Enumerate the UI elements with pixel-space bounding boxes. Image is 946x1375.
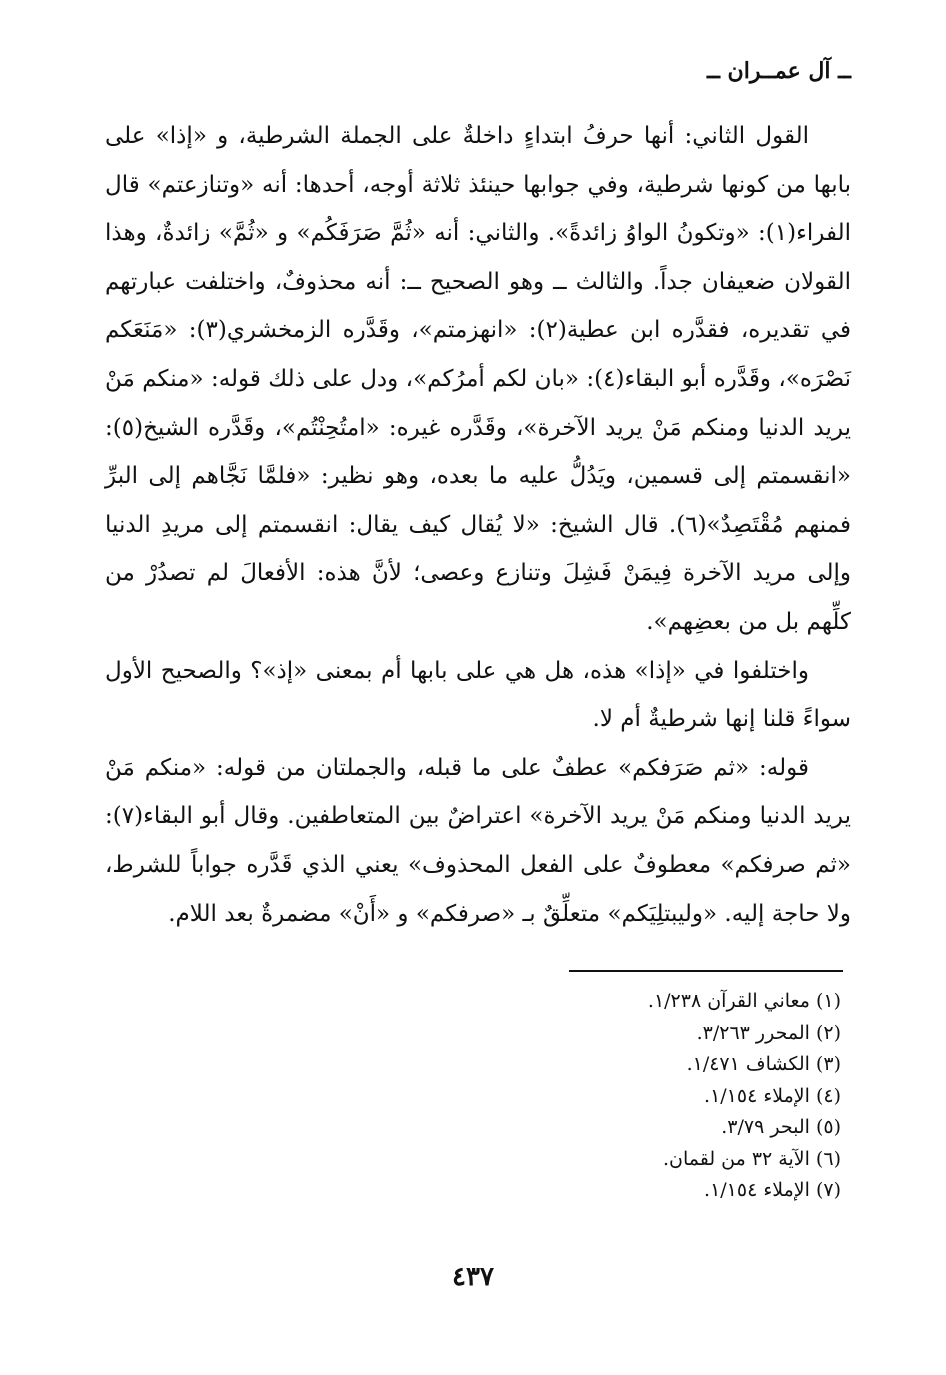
footnote-item: (٥) البحر ٣/٧٩. xyxy=(721,1116,841,1138)
running-title: ــ آل عمــران ــ xyxy=(707,58,851,84)
footnote-item: (١) معاني القرآن ١/٢٣٨. xyxy=(647,990,841,1012)
footnote-item: (٣) الكشاف ١/٤٧١. xyxy=(686,1053,841,1075)
paragraph: قوله: «ثم صَرَفكم» عطفٌ على ما قبله، والجملتان من قوله: «منكم مَنْ يريد الدنيا ومنكم مَنْ يريد الآخرة» اعتراضٌ بين المتعاطفين. وقال أبو البقاء(٧): «ثم صرفكم» معطوفٌ على الفعل المحذوف» يعني الذي قَدَّره جواباً للشرط، ولا حاجة إليه. «وليبتلِيَكم» متعلِّقٌ بـ «صرفكم» و «أَنْ» مضمرةٌ بعد اللام. xyxy=(105,754,851,927)
page-number: ٤٣٧ xyxy=(452,1262,494,1292)
paragraph: القول الثاني: أنها حرفُ ابتداءٍ داخلةٌ على الجملة الشرطية، و «إذا» على بابها من كونها شرطية، وفي جوابها حينئذ ثلاثة أوجه، أحدها: أنه «وتنازعتم» قال الفراء(١): «وتكونُ الواوُ زائدةً». والثاني: أنه «ثُمَّ صَرَفَكُم» و «ثُمَّ» زائدةٌ، وهذا القولان ضعيفان جداً. والثالث ــ وهو الصحيح ــ: أنه محذوفٌ، واختلفت عبارتهم في تقديره، فقدَّره ابن عطية(٢): «انهزمتم»، وقَدَّره الزمخشري(٣): «مَنَعَكم نَصْرَه»، وقَدَّره أبو البقاء(٤): «بان لكم أمرُكم»، ودل على ذلك قوله: «منكم مَنْ يريد الدنيا ومنكم مَنْ يريد الآخرة»، وقَدَّره غيره: «امتُحِنْتُم»، وقَدَّره الشيخ(٥): «انقسمتم إلى قسمين، ويَدُلُّ عليه ما بعده، وهو نظير: «فلمَّا نَجَّاهم إلى البرِّ فمنهم مُقْتَصِدٌ»(٦). قال الشيخ: «لا يُقال كيف يقال: انقسمتم إلى مريدِ الدنيا وإلى مريد الآخرة فِيمَنْ فَشِلَ وتنازع وعصى؛ لأنَّ هذه: الأفعالَ لم تصدُرْ من كلِّهم بل من بعضِهم». xyxy=(105,123,851,635)
main-text xyxy=(105,112,851,938)
footnotes-list xyxy=(241,986,841,1207)
footnote-item: (٤) الإملاء ١/١٥٤. xyxy=(704,1084,841,1107)
footnote-item: (٢) المحرر ٣/٢٦٣. xyxy=(696,1021,841,1044)
footnote-item: (٧) الإملاء ١/١٥٤. xyxy=(704,1179,841,1201)
footnote-divider xyxy=(569,970,843,972)
paragraph: واختلفوا في «إذا» هذه، هل هي على بابها أم بمعنى «إذ»؟ والصحيح الأول سواءً قلنا إنها شرطيةٌ أم لا. xyxy=(105,657,851,733)
footnote-item: (٦) الآية ٣٢ من لقمان. xyxy=(662,1147,841,1170)
